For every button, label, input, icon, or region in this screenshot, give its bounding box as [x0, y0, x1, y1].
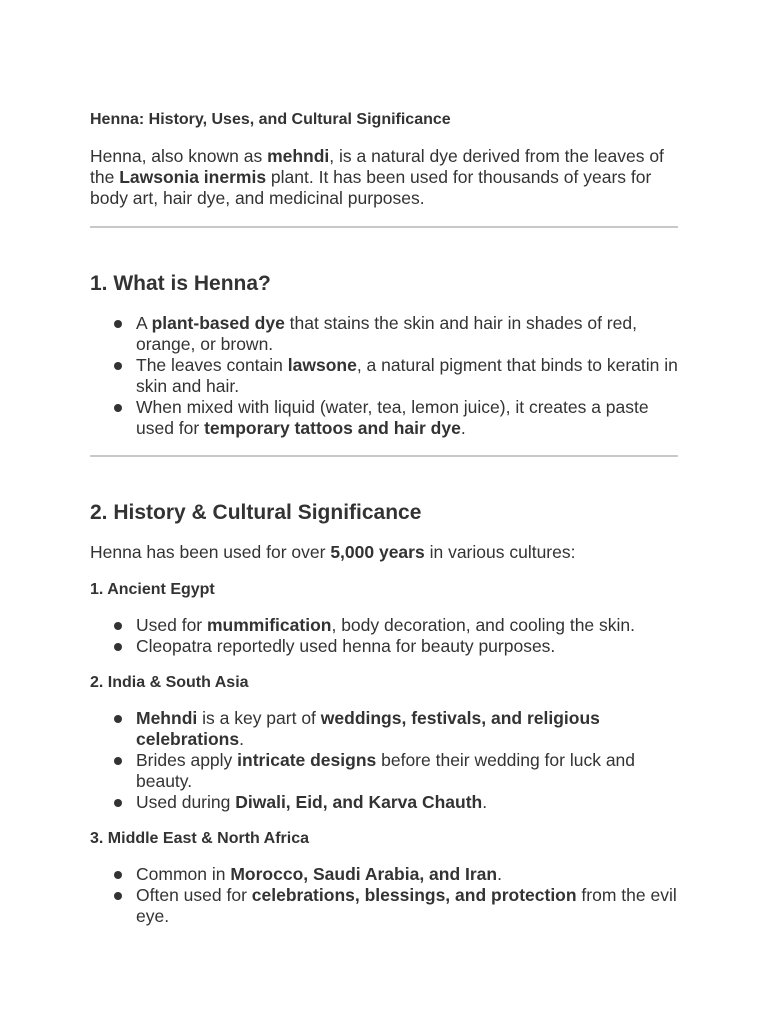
- intro-paragraph: [90, 146, 678, 209]
- section-1-bullet-list: [90, 313, 678, 439]
- section-1-title: 1. What is Henna?: [90, 272, 271, 295]
- bullet-bold: plant-based dye: [151, 313, 285, 333]
- bullet-bold: lawsone: [287, 355, 357, 375]
- egypt-bullet-list: [90, 615, 678, 657]
- list-item: [90, 864, 678, 885]
- divider: [90, 455, 678, 457]
- subsection-mena-title: 3. Middle East & North Africa: [90, 830, 309, 847]
- bullet-text: .: [497, 864, 502, 884]
- intro-bold-mehndi: mehndi: [267, 146, 330, 166]
- bullet-text: Used during: [136, 792, 236, 812]
- list-item: [90, 355, 678, 397]
- india-bullet-list: [90, 708, 678, 813]
- bullet-text: from the evil eye.: [136, 885, 677, 926]
- subsection-india-title: 2. India & South Asia: [90, 674, 249, 691]
- intro-text: , is a natural dye derived from the leaves of the: [90, 146, 664, 187]
- bullet-bold: temporary tattoos and hair dye: [204, 418, 461, 438]
- mena-bullet-list: [90, 864, 678, 927]
- bullet-text: .: [460, 418, 466, 438]
- bullet-bold: Diwali, Eid, and Karva Chauth: [235, 792, 483, 812]
- lead-bold: 5,000 years: [330, 542, 425, 562]
- list-item: [90, 636, 678, 657]
- list-item: [90, 397, 678, 439]
- bullet-text: The leaves contain: [136, 355, 288, 375]
- bullet-text: .: [482, 792, 488, 812]
- intro-text: plant. It has been used for thousands of years for body art, hair dye, and medicinal purposes.: [90, 167, 652, 208]
- list-item: [90, 792, 678, 813]
- bullet-bold: weddings, festivals, and religious celebrations: [136, 708, 600, 749]
- intro-text: Henna, also known as: [90, 146, 268, 166]
- bullet-text: Used for: [136, 615, 207, 635]
- intro-bold-lawsonia: Lawsonia inermis: [119, 167, 267, 187]
- section-2-title: 2. History & Cultural Significance: [90, 501, 422, 524]
- bullet-text: before their wedding for luck and beauty.: [136, 750, 636, 791]
- bullet-text: Cleopatra reportedly used henna for beauty purposes.: [136, 636, 556, 656]
- document-title: Henna: History, Uses, and Cultural Significance: [90, 111, 451, 128]
- list-item: [90, 885, 678, 927]
- list-item: [90, 313, 678, 355]
- bullet-text: Brides apply: [136, 750, 238, 770]
- lead-text: Henna has been used for over: [90, 542, 331, 562]
- bullet-bold: mummification: [207, 615, 332, 635]
- list-item: [90, 750, 678, 792]
- lead-text: in various cultures:: [424, 542, 576, 562]
- bullet-bold: Morocco, Saudi Arabia, and Iran: [230, 864, 498, 884]
- divider: [90, 226, 678, 228]
- bullet-text: Often used for: [136, 885, 252, 905]
- bullet-text: is a key part of: [197, 708, 321, 728]
- list-item: [90, 708, 678, 750]
- bullet-bold: Mehndi: [136, 708, 198, 728]
- bullet-text: A: [136, 313, 152, 333]
- bullet-text: Common in: [136, 864, 231, 884]
- subsection-egypt-title: 1. Ancient Egypt: [90, 581, 215, 598]
- bullet-bold: intricate designs: [237, 750, 377, 770]
- bullet-text: When mixed with liquid (water, tea, lemon juice), it creates a paste used for: [136, 397, 649, 438]
- bullet-text: , body decoration, and cooling the skin.: [331, 615, 636, 635]
- document-content: [90, 110, 678, 927]
- bullet-text: .: [239, 729, 244, 749]
- bullet-text: that stains the skin and hair in shades of red, orange, or brown.: [136, 313, 637, 354]
- bullet-text: , a natural pigment that binds to keratin in skin and hair.: [136, 355, 678, 396]
- section-2-lead: [90, 542, 678, 563]
- bullet-bold: celebrations, blessings, and protection: [251, 885, 577, 905]
- list-item: [90, 615, 678, 636]
